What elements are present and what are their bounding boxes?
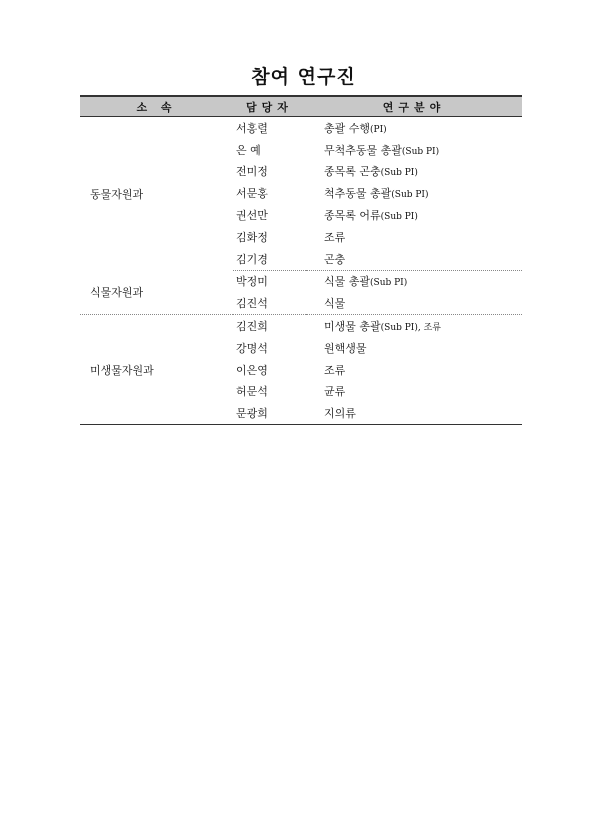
person-cell: 이은영 <box>236 363 268 377</box>
field-text: 균류 <box>324 385 346 399</box>
table-row <box>80 315 522 337</box>
field-suffix: (Sub PI) <box>370 278 408 289</box>
field-cell <box>306 204 522 226</box>
table-header <box>80 96 522 117</box>
person-cell: 김화정 <box>236 230 268 244</box>
person-cell: 김진석 <box>233 292 306 314</box>
field-text: 미생물 총괄 <box>324 320 381 334</box>
field-text: 무척추동물 총괄 <box>324 143 402 157</box>
header-field: 연구분야 <box>306 96 522 117</box>
field-text: 식물 <box>324 297 346 311</box>
field-cell <box>306 248 522 270</box>
field-suffix: (Sub PI) <box>380 168 418 179</box>
field-suffix: (PI) <box>370 124 387 135</box>
field-text: 총괄 수행 <box>324 121 371 135</box>
person-cell: 서문홍 <box>236 187 268 201</box>
field-cell <box>306 226 522 248</box>
field-cell <box>306 182 522 204</box>
header-person: 담당자 <box>233 96 306 117</box>
field-cell <box>306 315 522 337</box>
field-text: 지의류 <box>324 407 356 421</box>
table-row <box>80 270 522 292</box>
person-cell: 강명석 <box>236 341 268 355</box>
field-text: 종목록 곤충 <box>324 165 381 179</box>
field-cell <box>306 161 522 183</box>
field-text: 식물 총괄 <box>324 275 371 289</box>
field-text: 조류 <box>324 363 346 377</box>
field-cell <box>306 402 522 424</box>
table-body <box>80 117 522 425</box>
person-cell: 김기경 <box>233 248 306 270</box>
field-cell <box>306 381 522 403</box>
field-cell <box>306 139 522 161</box>
table-header-row <box>80 96 522 117</box>
org-cell: 식물자원과 <box>80 270 233 315</box>
field-suffix: (Sub PI), 조류 <box>380 323 441 334</box>
org-cell: 미생물자원과 <box>80 315 233 425</box>
field-text: 척추동물 총괄 <box>324 187 392 201</box>
field-suffix: (Sub PI) <box>401 146 440 157</box>
field-text: 조류 <box>324 230 346 244</box>
researchers-table <box>80 95 522 425</box>
person-cell: 박정미 <box>236 275 268 289</box>
field-text: 종목록 어류 <box>324 209 381 223</box>
field-cell <box>306 292 522 314</box>
field-suffix: (Sub PI) <box>380 212 418 223</box>
field-cell <box>306 117 522 139</box>
field-cell <box>306 359 522 381</box>
person-cell: 권선만 <box>236 209 268 223</box>
field-text: 원핵생물 <box>324 341 367 355</box>
field-cell <box>306 270 522 292</box>
field-cell <box>306 337 522 359</box>
field-suffix: (Sub PI) <box>391 190 429 201</box>
person-cell: 허문석 <box>236 385 268 399</box>
org-cell: 동물자원과 <box>90 187 144 201</box>
person-cell: 은 예 <box>236 143 261 157</box>
field-text: 곤충 <box>324 252 346 266</box>
page-title: 참여 연구진 <box>251 66 356 88</box>
header-org: 소 속 <box>80 96 233 117</box>
person-cell: 서홍렬 <box>236 121 268 135</box>
person-cell: 문광희 <box>233 402 306 424</box>
person-cell: 전미정 <box>236 165 268 179</box>
researchers-table-wrapper <box>80 95 522 425</box>
table-row <box>80 117 522 139</box>
person-cell: 김진희 <box>236 320 268 334</box>
